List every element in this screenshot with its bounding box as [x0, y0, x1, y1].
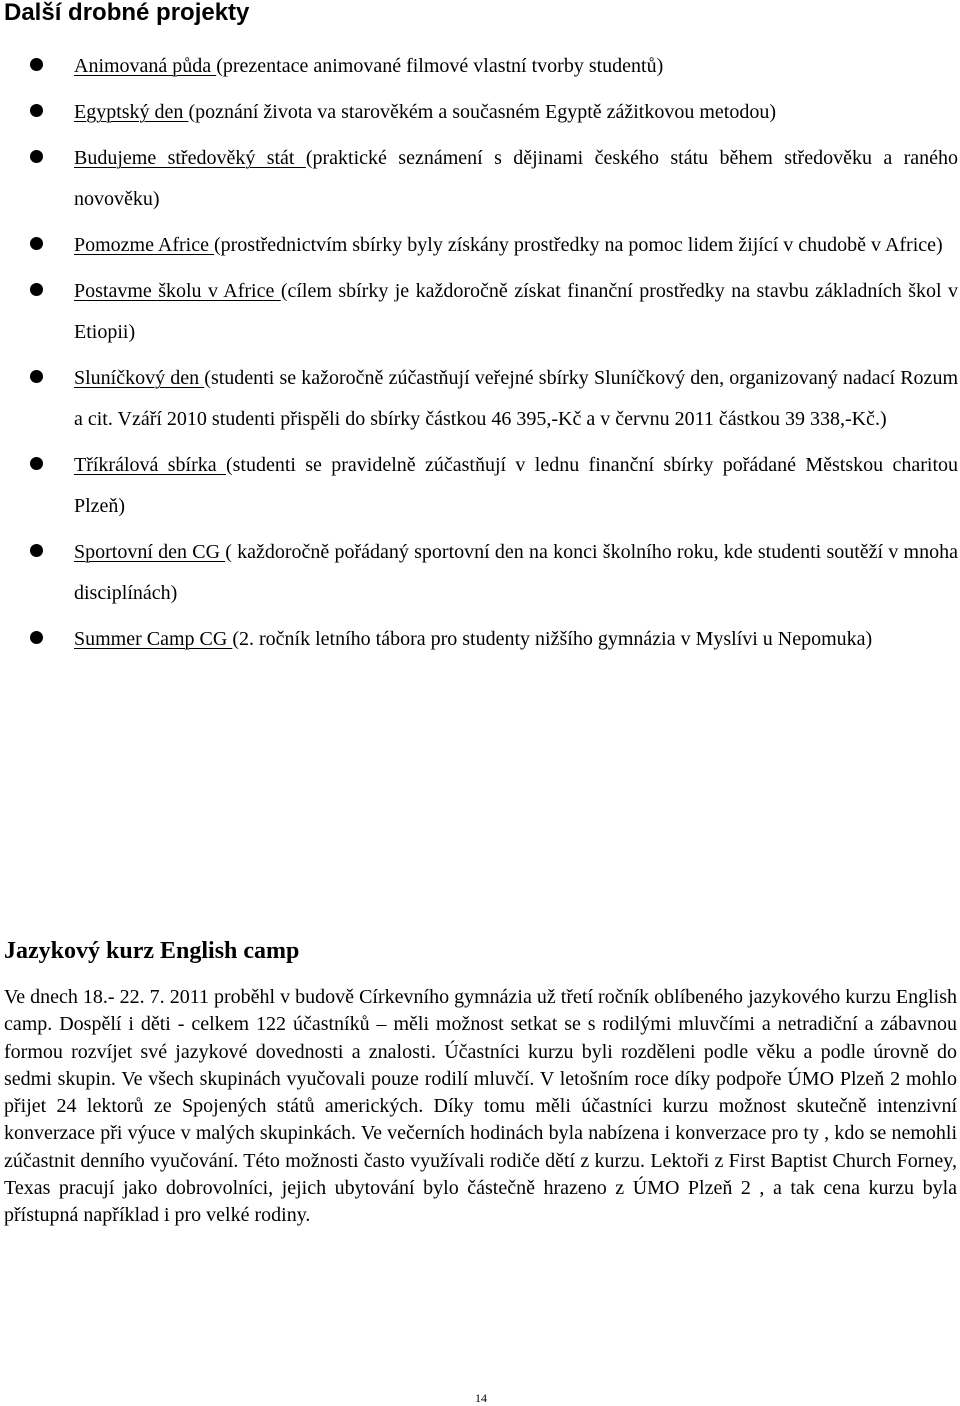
project-name: Egyptský den: [74, 101, 189, 123]
project-name: Budujeme středověký stát: [74, 147, 306, 169]
page-number: 14: [475, 1391, 487, 1405]
project-name: Sluníčkový den: [74, 367, 205, 389]
list-item: [0, 358, 960, 440]
bullet-icon: [30, 544, 43, 557]
bullet-icon: [30, 631, 43, 644]
bullet-icon: [30, 370, 43, 383]
bullet-icon: [30, 283, 43, 296]
bullet-icon: [30, 104, 43, 117]
project-description: (studenti se kažoročně zúčastňují veřejné sbírky Sluníčkový den, organizovaný nadací Rozum a cit. Vzáří 2010 studenti přispěli do sbírky částkou 46 395,-Kč a v červnu 2011 částkou 39 338,-Kč.): [74, 367, 958, 430]
project-description: (cílem sbírky je každoročně získat finanční prostředky na stavbu základních škol v Etiopii): [74, 280, 958, 343]
project-name: Sportovní den CG: [74, 541, 226, 563]
project-description: (prezentace animované filmové vlastní tvorby studentů): [216, 55, 664, 77]
bullet-icon: [30, 237, 43, 250]
bullet-icon: [30, 150, 43, 163]
list-item: [0, 92, 960, 133]
list-item: [0, 445, 960, 527]
section-heading-english-camp: Jazykový kurz English camp: [4, 938, 300, 964]
project-description: ( každoročně pořádaný sportovní den na konci školního roku, kde studenti soutěží v mnoha disciplínách): [74, 541, 958, 604]
project-name: Animovaná půda: [74, 55, 217, 77]
bullet-icon: [30, 58, 43, 71]
project-name: Pomozme Africe: [74, 234, 214, 256]
list-item: [0, 46, 960, 87]
list-item: [0, 138, 960, 220]
project-description: (studenti se pravidelně zúčastňují v lednu finanční sbírky pořádané Městskou charitou Plzeň): [74, 454, 959, 517]
project-name: Summer Camp CG: [74, 628, 233, 650]
project-description: (prostřednictvím sbírky byly získány prostředky na pomoc lidem žijící v chudobě v Africe): [213, 234, 943, 256]
english-camp-paragraph: Ve dnech 18.- 22. 7. 2011 proběhl v budově Církevního gymnázia už třetí ročník oblíbeného jazykového kurzu English camp. Dospělí i děti - celkem 122 účastníků – měli možnost setkat se s rodilými mluvčími a netradiční a zábavnou formou rozvíjet své jazykové dovednosti a znalosti. Účastníci kurzu byli rozděleni podle věku a podle úrovně do sedmi skupin. Ve všech skupinách vyučovali pouze rodilí mluvčí. V letošním roce díky podpoře ÚMO Plzeň 2 mohlo přijet 24 lektorů ze Spojených států amerických. Díky tomu měli účastníci kurzu možnost skutečně intenzivní konverzace při výuce v malých skupinkách. Ve večerních hodinách byla nabízena i konverzace pro ty , kdo se nemohli zúčastnit denního vyučování. Této možnosti často využívali rodiče dětí z kurzu. Lektoři z First Baptist Church Forney, Texas pracují jako dobrovolníci, jejich ubytování bylo částečně hrazeno z ÚMO Plzeň 2 , a tak cena kurzu byla přístupná například i pro velké rodiny.: [4, 986, 957, 1227]
section-heading-projects: Další drobné projekty: [4, 0, 250, 26]
list-item: [0, 271, 960, 353]
project-description: (poznání života va starověkém a současném Egyptě zážitkovou metodou): [188, 101, 777, 123]
bullet-icon: [30, 457, 43, 470]
project-name: Postavme školu v Africe: [74, 280, 281, 302]
list-item: [0, 532, 960, 614]
projects-list: [0, 46, 960, 665]
project-description: (2. ročník letního tábora pro studenty nižšího gymnázia v Myslívi u Nepomuka): [232, 628, 873, 650]
list-item: [0, 619, 960, 660]
project-description: (praktické seznámení s dějinami českého státu během středověku a raného novověku): [74, 147, 958, 210]
project-name: Tříkrálová sbírka: [74, 454, 226, 476]
list-item: [0, 225, 960, 266]
